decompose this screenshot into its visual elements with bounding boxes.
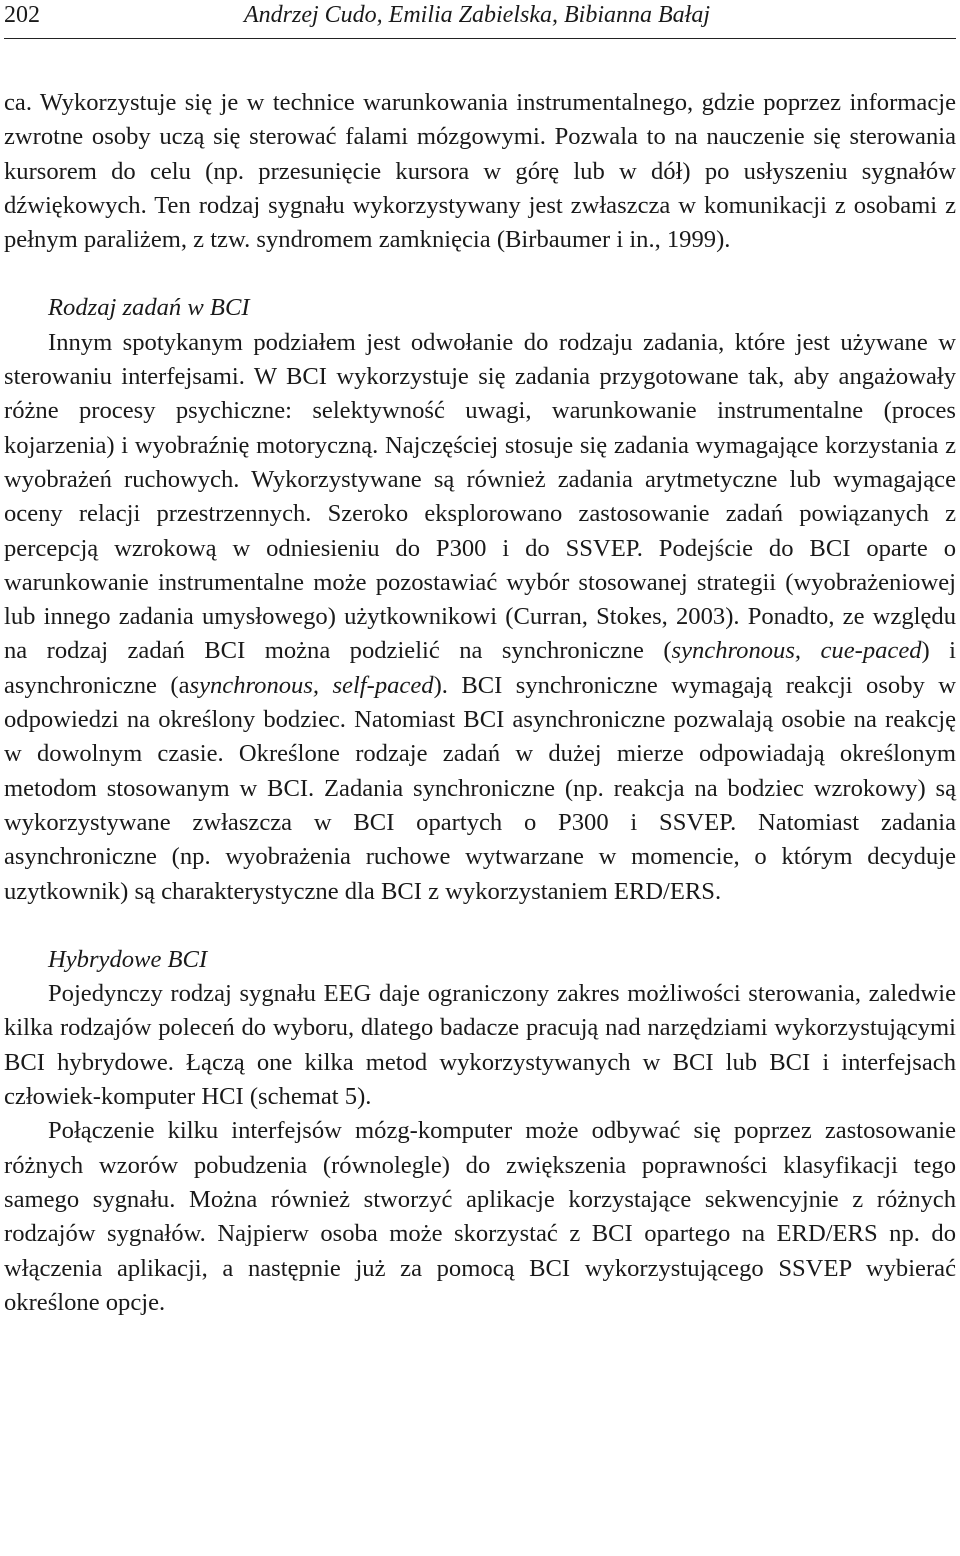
header-authors: Andrzej Cudo, Emilia Zabielska, Bibianna Bałaj <box>244 2 710 28</box>
article-body <box>4 86 956 1320</box>
paragraph-hybrid-bci: Pojedynczy rodzaj sygnału EEG daje ograniczony zakres możliwości sterowania, zaledwie kilka rodzajów poleceń do wyboru, dlatego badacze pracują nad narzędziami wykorzystującymi BCI hybrydowe. Łączą one kilka metod wykorzystywanych w BCI lub BCI i interfejsach człowiek-komputer HCI (schemat 5). <box>4 980 956 1111</box>
paragraph-continuation: ca. Wykorzystuje się je w technice warunkowania instrumentalnego, gdzie poprzez informacje zwrotne osoby uczą się sterować falami mózgowymi. Pozwala to na nauczenie się sterowania kursorem do celu (np. przesunięcie kursora w górę lub w dół) po usłyszeniu sygnałów dźwiękowych. Ten rodzaj sygnału wykorzystywany jest zwłaszcza w komunikacji z osobami z pełnym paraliżem, z tzw. syndromem zamknięcia (Birbaumer i in., 1999). <box>4 89 956 254</box>
paragraph-task-types <box>4 326 956 909</box>
section-heading-hybrid-bci: Hybrydowe BCI <box>48 945 208 973</box>
term-asynchronous-self-paced: synchronous, self-paced <box>189 671 434 699</box>
section-heading-task-types: Rodzaj zadań w BCI <box>48 294 250 322</box>
paragraph-task-types-text-3: ). BCI synchroniczne wymagają reakcji osoby w odpowiedzi na określony bodziec. Natomiast BCI asynchroniczne pozwalają osobie na reakcję w dowolnym czasie. Określone rodzaje zadań w dużej mierze odpowiadają określonym metodom stosowanym w BCI. Zadania synchroniczne (np. reakcja na bodziec wzrokowy) są wykorzystywane zwłaszcza w BCI opartych o P300 i SSVEP. Natomiast zadania asynchroniczne (np. wyobrażenia ruchowe wytwarzane w momencie, o którym decyduje uzytkownik) są charakterystyczne dla BCI z wykorzystaniem ERD/ERS. <box>4 671 956 905</box>
paragraph-task-types-text-2: ) i asynchroniczne (a <box>4 637 956 699</box>
running-header <box>4 0 956 39</box>
paragraph-task-types-text-1: Innym spotykanym podziałem jest odwołanie do rodzaju zadania, które jest używane w sterowaniu interfejsami. W BCI wykorzystuje się zadania przygotowane tak, aby angażowały różne procesy psychiczne: selektywność uwagi, warunkowanie instrumentalne (proces kojarzenia) i wyobraźnię motoryczną. Najczęściej stosuje się zadania wymagające korzystania z wyobrażeń ruchowych. Wykorzystywane są również zadania arytmetyczne lub wymagające oceny relacji przestrzennych. Szeroko eksplorowano zastosowanie zadań powiązanych z percepcją wzrokową w odniesieniu do P300 i do SSVEP. Podejście do BCI oparte o warunkowanie instrumentalne może pozostawiać wybór stosowanej strategii (wyobrażeniowej lub innego zadania umysłowego) użytkownikowi (Curran, Stokes, 2003). Ponadto, ze względu na rodzaj zadań BCI można podzielić na synchroniczne ( <box>4 328 956 665</box>
page-number: 202 <box>4 2 40 28</box>
paragraph-bci-combination: Połączenie kilku interfejsów mózg-komputer może odbywać się poprzez zastosowanie różnych wzorów pobudzenia (równolegle) do zwiększenia poprawności klasyfikacji tego samego sygnału. Można również stworzyć aplikacje korzystające sekwencyjnie z różnych rodzajów sygnałów. Najpierw osoba może skorzystać z BCI opartego na ERD/ERS np. do włączenia aplikacji, a następnie już za pomocą BCI wykorzystującego SSVEP wybierać określone opcje. <box>4 1117 956 1316</box>
term-synchronous-cue-paced: synchronous, cue-paced <box>671 637 922 665</box>
